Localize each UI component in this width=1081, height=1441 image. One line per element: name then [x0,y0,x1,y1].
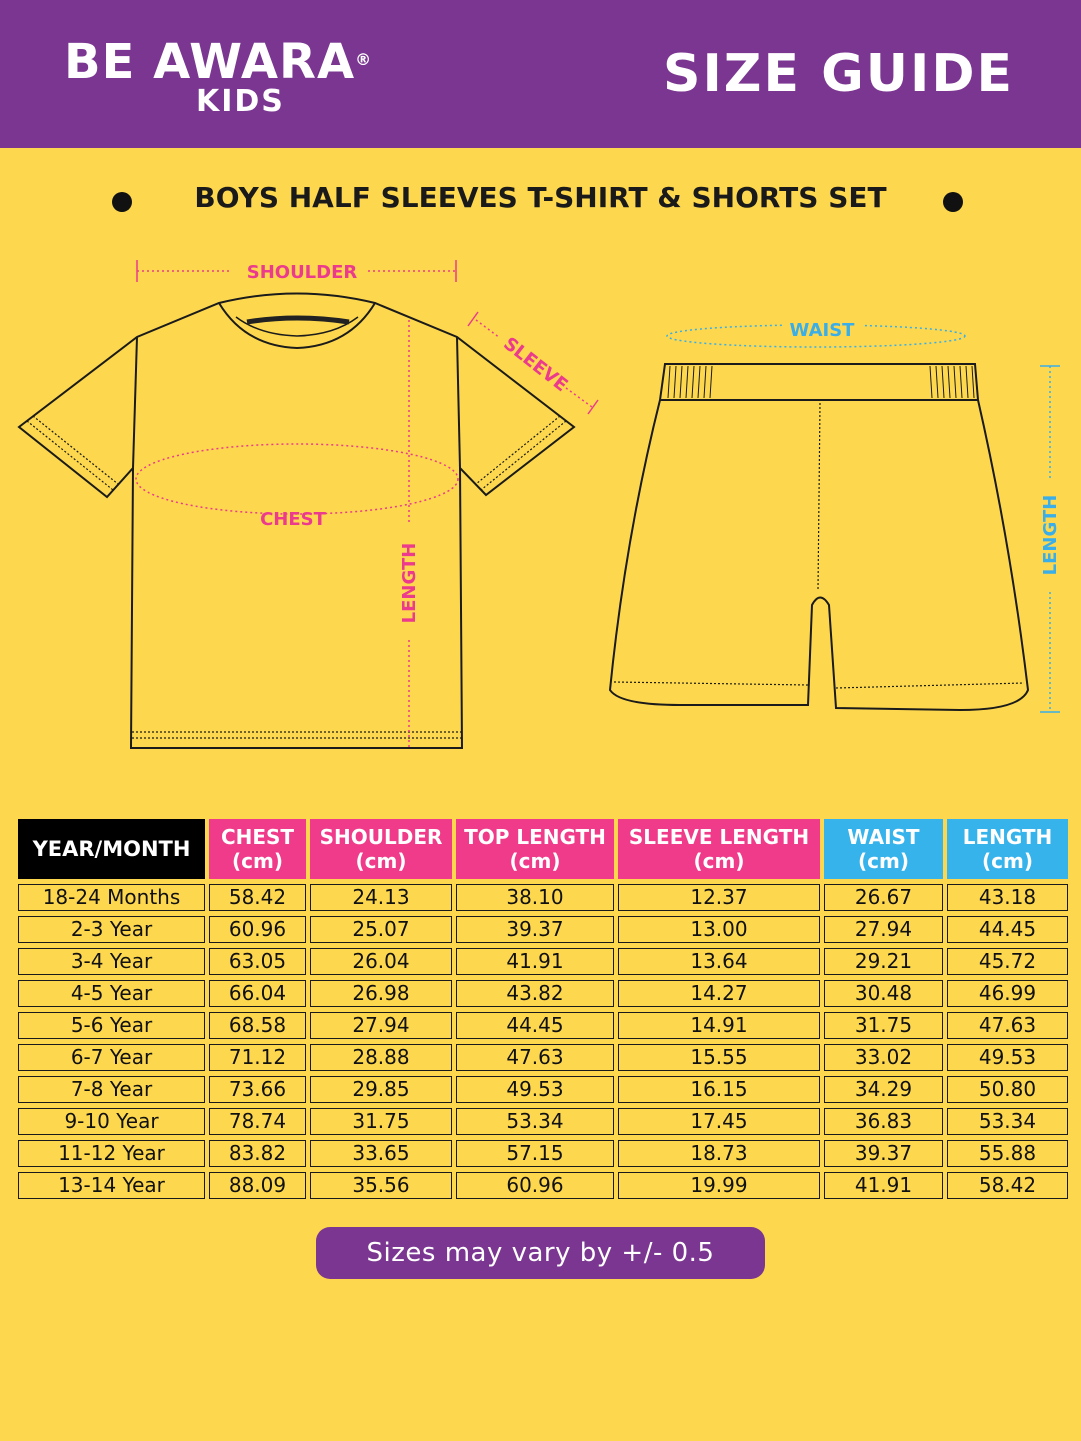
waistband-ribbing-icon [668,366,974,398]
cell-size: 5-6 Year [18,1012,205,1039]
cell-shoulder: 24.13 [310,884,452,911]
cell-chest: 78.74 [209,1108,306,1135]
cell-sleeve-length: 16.15 [618,1076,820,1103]
cell-top-length: 38.10 [456,884,614,911]
cell-waist: 31.75 [824,1012,943,1039]
page-title: SIZE GUIDE [663,44,1015,104]
cell-waist: 34.29 [824,1076,943,1103]
cell-chest: 88.09 [209,1172,306,1199]
size-table [14,814,1072,1204]
cell-shoulder: 31.75 [310,1108,452,1135]
tshirt-length-label: LENGTH [399,542,420,624]
cell-top-length: 39.37 [456,916,614,943]
brand-logo: BE AWARA® [64,34,373,90]
cell-shoulder: 27.94 [310,1012,452,1039]
cell-size: 9-10 Year [18,1108,205,1135]
header-shoulder: SHOULDER (cm) [310,819,452,879]
cell-chest: 73.66 [209,1076,306,1103]
header-top-length: TOP LENGTH (cm) [456,819,614,879]
header-length: LENGTH (cm) [947,819,1068,879]
cell-waist: 26.67 [824,884,943,911]
cell-chest: 68.58 [209,1012,306,1039]
cell-shoulder: 28.88 [310,1044,452,1071]
cell-top-length: 43.82 [456,980,614,1007]
cell-size: 4-5 Year [18,980,205,1007]
cell-top-length: 57.15 [456,1140,614,1167]
bullet-right-icon [943,192,963,212]
waist-label: WAIST [789,320,855,341]
table-row [18,980,1068,1007]
table-row [18,1108,1068,1135]
header-banner [0,0,1081,148]
cell-length: 44.45 [947,916,1068,943]
cell-sleeve-length: 19.99 [618,1172,820,1199]
cell-length: 46.99 [947,980,1068,1007]
cell-size: 3-4 Year [18,948,205,975]
table-row [18,948,1068,975]
cell-size: 18-24 Months [18,884,205,911]
cell-chest: 60.96 [209,916,306,943]
cell-shoulder: 26.04 [310,948,452,975]
cell-sleeve-length: 17.45 [618,1108,820,1135]
cell-waist: 30.48 [824,980,943,1007]
cell-sleeve-length: 15.55 [618,1044,820,1071]
table-row [18,1172,1068,1199]
table-row [18,884,1068,911]
cell-top-length: 41.91 [456,948,614,975]
cell-chest: 58.42 [209,884,306,911]
table-row [18,1044,1068,1071]
cell-size: 7-8 Year [18,1076,205,1103]
table-row [18,1012,1068,1039]
tshirt-measure-lines [136,260,598,748]
cell-chest: 83.82 [209,1140,306,1167]
cell-chest: 63.05 [209,948,306,975]
cell-length: 43.18 [947,884,1068,911]
cell-sleeve-length: 13.00 [618,916,820,943]
cell-length: 58.42 [947,1172,1068,1199]
cell-waist: 33.02 [824,1044,943,1071]
cell-waist: 29.21 [824,948,943,975]
cell-shoulder: 35.56 [310,1172,452,1199]
cell-size: 2-3 Year [18,916,205,943]
cell-shoulder: 33.65 [310,1140,452,1167]
header-sleeve-length: SLEEVE LENGTH (cm) [618,819,820,879]
cell-sleeve-length: 18.73 [618,1140,820,1167]
shorts-measure-lines [667,325,1060,712]
cell-length: 55.88 [947,1140,1068,1167]
cell-shoulder: 29.85 [310,1076,452,1103]
cell-chest: 71.12 [209,1044,306,1071]
cell-size: 6-7 Year [18,1044,205,1071]
table-row [18,1076,1068,1103]
cell-length: 53.34 [947,1108,1068,1135]
cell-top-length: 49.53 [456,1076,614,1103]
cell-length: 45.72 [947,948,1068,975]
cell-sleeve-length: 14.91 [618,1012,820,1039]
header-year-month: YEAR/MONTH [18,819,205,879]
cell-sleeve-length: 12.37 [618,884,820,911]
shorts-length-label: LENGTH [1040,494,1061,576]
cell-waist: 41.91 [824,1172,943,1199]
cell-sleeve-length: 14.27 [618,980,820,1007]
cell-top-length: 44.45 [456,1012,614,1039]
chest-label: CHEST [260,509,326,530]
cell-shoulder: 25.07 [310,916,452,943]
cell-waist: 27.94 [824,916,943,943]
cell-size: 11-12 Year [18,1140,205,1167]
brand-sub-label: KIDS [196,84,285,119]
garment-diagram [0,240,1081,770]
cell-length: 49.53 [947,1044,1068,1071]
header-waist: WAIST (cm) [824,819,943,879]
cell-length: 47.63 [947,1012,1068,1039]
sleeve-label: SLEEVE [499,333,572,397]
header-chest: CHEST (cm) [209,819,306,879]
table-row [18,1140,1068,1167]
cell-top-length: 47.63 [456,1044,614,1071]
shorts-outline-icon [610,364,1028,710]
cell-waist: 36.83 [824,1108,943,1135]
cell-sleeve-length: 13.64 [618,948,820,975]
cell-chest: 66.04 [209,980,306,1007]
tolerance-note: Sizes may vary by +/- 0.5 [316,1227,765,1279]
table-header-row [18,819,1068,879]
cell-length: 50.80 [947,1076,1068,1103]
product-subtitle: BOYS HALF SLEEVES T-SHIRT & SHORTS SET [194,181,887,214]
cell-top-length: 53.34 [456,1108,614,1135]
cell-size: 13-14 Year [18,1172,205,1199]
cell-waist: 39.37 [824,1140,943,1167]
cell-top-length: 60.96 [456,1172,614,1199]
shoulder-label: SHOULDER [246,262,358,283]
cell-shoulder: 26.98 [310,980,452,1007]
table-row [18,916,1068,943]
